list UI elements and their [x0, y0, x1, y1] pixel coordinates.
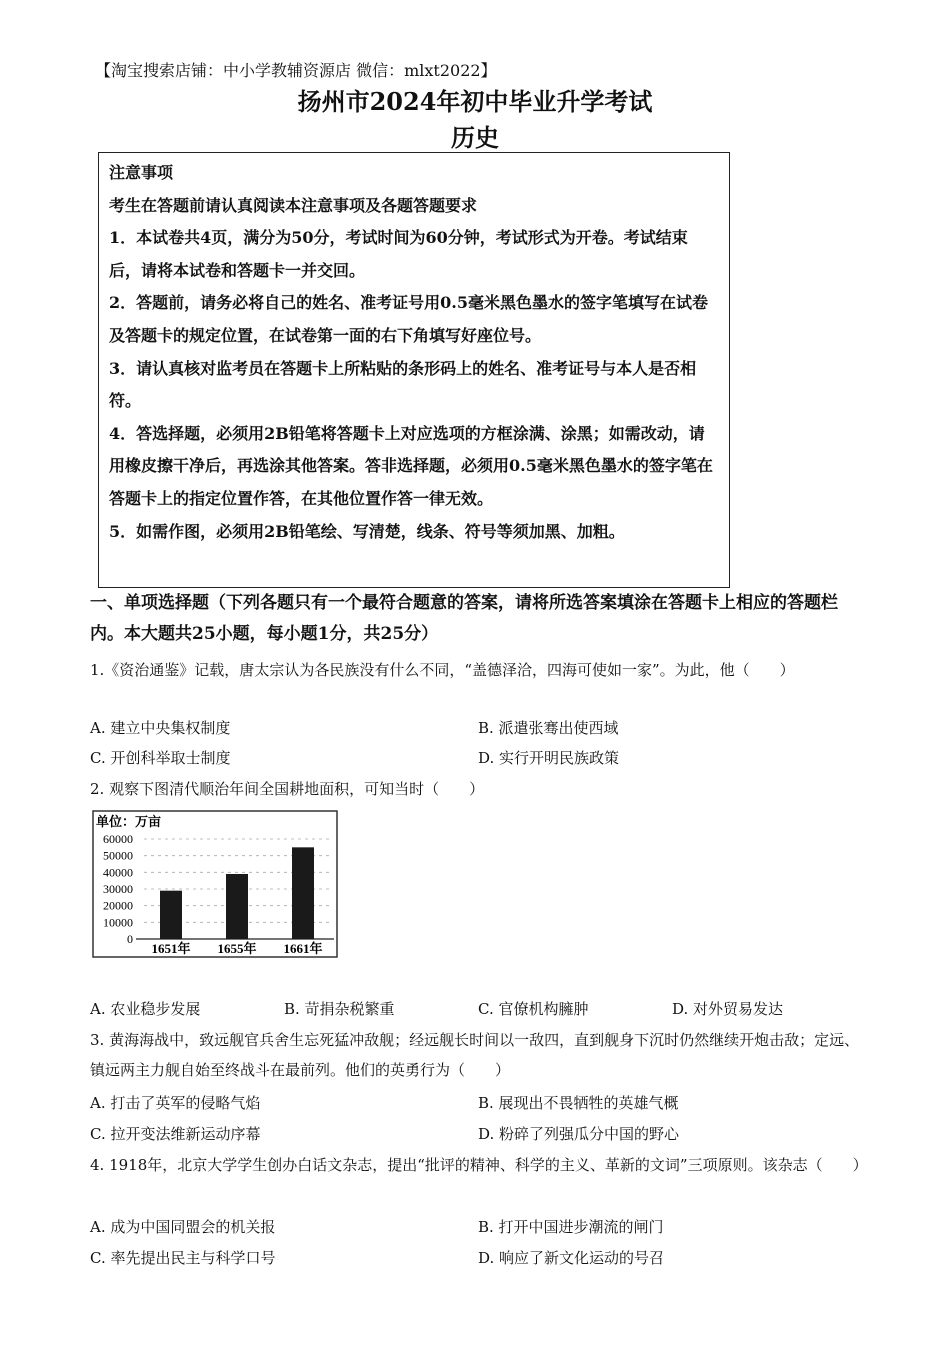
question-4-option-b[interactable]: B. 打开中国进步潮流的闸门 — [478, 1218, 664, 1236]
question-1-stem: 1.《资治通鉴》记载，唐太宗认为各民族没有什么不同，“盖德泽洽，四海可使如一家”。为此，他（ ） — [90, 661, 795, 679]
question-4-option-d[interactable]: D. 响应了新文化运动的号召 — [478, 1249, 665, 1267]
question-4-option-c[interactable]: C. 率先提出民主与科学口号 — [90, 1249, 276, 1267]
chart-bar-2 — [226, 874, 248, 939]
notice-box — [98, 152, 730, 588]
question-3-option-d[interactable]: D. 粉碎了列强瓜分中国的野心 — [478, 1125, 680, 1143]
chart-x-label-3: 1661年 — [283, 941, 323, 956]
exam-title: 扬州市2024年初中毕业升学考试 — [297, 87, 653, 116]
notice-item-3: 3．请认真核对监考员在答题卡上所粘贴的条形码上的姓名、准考证号与本人是否相符。 — [109, 358, 697, 411]
question-1-option-d[interactable]: D. 实行开明民族政策 — [478, 749, 620, 767]
question-1-option-c[interactable]: C. 开创科举取士制度 — [90, 749, 231, 767]
chart-y-tick-label: 40000 — [103, 865, 133, 880]
chart-y-tick-label: 20000 — [103, 898, 133, 913]
chart-x-label-2: 1655年 — [217, 941, 257, 956]
question-3-option-c[interactable]: C. 拉开变法维新运动序幕 — [90, 1125, 261, 1143]
question-1-option-a[interactable]: A. 建立中央集权制度 — [90, 719, 231, 737]
question-2-option-c[interactable]: C. 官僚机构臃肿 — [478, 1000, 589, 1018]
chart-y-tick-label: 50000 — [103, 848, 133, 863]
question-2-option-a[interactable]: A. 农业稳步发展 — [90, 1000, 201, 1018]
question-4-stem: 4. 1918年，北京大学学生创办白话文杂志，提出“批评的精神、科学的主义、革新的文词”三项原则。该杂志（ ） — [90, 1156, 868, 1174]
notice-item-1: 1．本试卷共4页，满分为50分，考试时间为60分钟，考试形式为开卷。考试结束后，请将本试卷和答题卡一并交回。 — [109, 228, 688, 280]
question-3-option-b[interactable]: B. 展现出不畏牺牲的英雄气概 — [478, 1094, 679, 1112]
question-4-option-a[interactable]: A. 成为中国同盟会的机关报 — [90, 1218, 276, 1236]
question-2-option-d[interactable]: D. 对外贸易发达 — [672, 1000, 784, 1018]
question-2-option-b[interactable]: B. 苛捐杂税繁重 — [284, 1000, 395, 1018]
section-heading: 一、单项选择题（下列各题只有一个最符合题意的答案，请将所选答案填涂在答题卡上相应的答题栏内。本大题共25小题，每小题1分，共25分） — [90, 593, 838, 644]
exam-subject: 历史 — [451, 123, 499, 152]
chart-bar-1 — [160, 891, 182, 939]
notice-item-4: 4．答选择题，必须用2B铅笔将答题卡上对应选项的方框涂满、涂黑；如需改动，请用橡皮擦干净后，再选涂其他答案。答非选择题，必须用0.5毫米黑色墨水的签字笔在答题卡上的指定位置作答，在其他位置作答一律无效。 — [109, 423, 713, 508]
notice-intro: 考生在答题前请认真阅读本注意事项及各题答题要求 — [109, 195, 478, 215]
chart-x-labels — [151, 941, 322, 956]
chart-y-tick-label: 60000 — [103, 832, 133, 846]
question-1-option-b[interactable]: B. 派遣张骞出使西域 — [478, 719, 619, 737]
farmland-bar-chart — [92, 810, 338, 958]
question-3-option-a[interactable]: A. 打击了英军的侵略气焰 — [90, 1094, 261, 1112]
chart-y-ticks — [103, 832, 133, 946]
chart-x-label-1: 1651年 — [151, 941, 191, 956]
notice-item-2: 2．答题前，请务必将自己的姓名、准考证号用0.5毫米黑色墨水的签字笔填写在试卷及答题卡的规定位置，在试卷第一面的右下角填写好座位号。 — [109, 293, 708, 345]
shop-ad-line: 【淘宝搜索店铺：中小学教辅资源店 微信：mlxt2022】 — [95, 61, 497, 80]
question-3-stem: 3. 黄海海战中，致远舰官兵舍生忘死猛冲敌舰；经远舰长时间以一敌四，直到舰身下沉时仍然继续开炮击敌；定远、镇远两主力舰自始至终战斗在最前列。他们的英勇行为（ ） — [90, 1031, 860, 1079]
chart-y-tick-label: 10000 — [103, 915, 133, 930]
chart-y-tick-label: 0 — [127, 932, 133, 946]
chart-y-tick-label: 30000 — [103, 882, 133, 896]
notice-item-5: 5．如需作图，必须用2B铅笔绘、写清楚，线条、符号等须加黑、加粗。 — [109, 521, 625, 541]
question-2-stem: 2. 观察下图清代顺治年间全国耕地面积，可知当时（ ） — [90, 780, 485, 798]
chart-unit-label: 单位：万亩 — [96, 815, 162, 830]
notice-heading: 注意事项 — [109, 163, 174, 182]
chart-bar-3 — [292, 847, 314, 939]
